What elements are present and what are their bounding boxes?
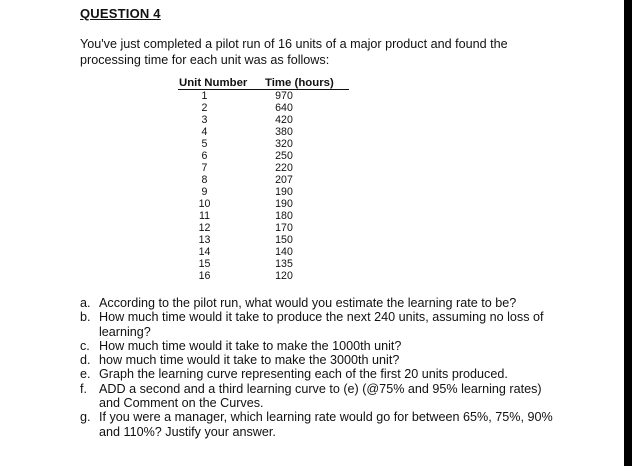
unit-number-cell: 11 [199,210,210,222]
time-hours-cell: 380 [275,126,293,138]
subquestion-item [80,310,560,339]
time-hours-cell: 420 [275,114,293,126]
time-hours-cell: 135 [275,258,293,270]
table-row [178,150,349,162]
unit-number-cell: 15 [198,258,211,270]
unit-number-cell: 8 [201,174,208,186]
time-hours-cell: 150 [275,234,293,246]
table-row [178,258,349,270]
table-body [178,90,349,283]
time-hours-cell: 170 [275,222,293,234]
subquestion-text: How much time would it take to produce the next 240 units, assuming no loss of learning? [99,310,544,339]
table-row [178,198,349,210]
unit-number-cell: 6 [201,150,208,162]
time-hours-header: Time (hours) [265,77,349,90]
subquestion-marker: d. [80,353,91,368]
subquestion-text: how much time would it take to make the 3000th unit? [99,353,400,368]
time-hours-cell: 320 [275,138,293,150]
subquestion-item [80,353,560,367]
time-hours-cell: 180 [275,210,293,222]
time-hours-cell: 190 [275,186,293,198]
subquestion-item [80,382,560,411]
table-row [178,162,349,174]
table-header-row [178,77,349,90]
table-row [178,138,349,150]
subquestion-text: How much time would it take to make the 1000th unit? [99,338,402,353]
unit-number-cell: 12 [198,222,211,234]
subquestion-marker: b. [80,310,91,325]
table-row [178,210,349,222]
time-hours-cell: 190 [275,198,293,210]
unit-number-cell: 1 [201,90,208,102]
subquestion-text: ADD a second and a third learning curve to (e) (@75% and 95% learning rates) and Comment on the Curves. [99,381,542,411]
subquestion-marker: g. [80,410,91,425]
unit-number-cell: 10 [198,198,211,210]
table-row [178,234,349,246]
time-hours-cell: 140 [275,246,293,258]
time-hours-cell: 970 [275,90,293,102]
time-hours-cell: 120 [275,270,293,282]
subquestion-item [80,296,560,310]
time-hours-cell: 220 [275,162,293,174]
question-intro: You've just completed a pilot run of 16 units of a major product and found the processing time for each unit was as follows: [80,37,508,67]
subquestion-text: According to the pilot run, what would you estimate the learning rate to be? [99,296,517,310]
subquestion-text: Graph the learning curve representing each of the first 20 units produced. [99,367,508,382]
unit-number-cell: 7 [201,162,208,174]
table-row [178,270,349,282]
time-hours-cell: 207 [275,174,293,186]
unit-number-header: Unit Number [178,77,265,90]
subquestion-marker: c. [80,338,90,353]
time-hours-cell: 250 [275,150,293,162]
unit-number-cell: 14 [198,246,211,258]
subquestion-marker: e. [80,367,91,382]
subquestion-item [80,339,560,353]
subquestion-item [80,410,560,439]
subquestion-marker: f. [80,381,87,396]
unit-number-cell: 16 [198,270,211,282]
table-row [178,102,349,114]
unit-number-cell: 4 [201,126,208,138]
table-row [178,222,349,234]
table-row [178,114,349,126]
unit-number-cell: 2 [201,102,208,114]
table-row [178,90,349,103]
table-row [178,186,349,198]
time-hours-cell: 640 [275,102,293,114]
unit-number-cell: 5 [201,138,208,150]
subquestion-list [80,296,560,439]
subquestion-marker: a. [80,296,91,310]
question-heading: QUESTION 4 [80,6,161,21]
processing-time-table [178,77,349,282]
subquestion-item [80,367,560,381]
table-row [178,246,349,258]
subquestion-text: If you were a manager, which learning rate would go for between 65%, 75%, 90% and 110%? Justify your answer. [99,410,553,439]
unit-number-cell: 13 [198,234,211,246]
table-row [178,174,349,186]
unit-number-cell: 3 [201,114,208,126]
table-row [178,126,349,138]
unit-number-cell: 9 [201,186,208,198]
